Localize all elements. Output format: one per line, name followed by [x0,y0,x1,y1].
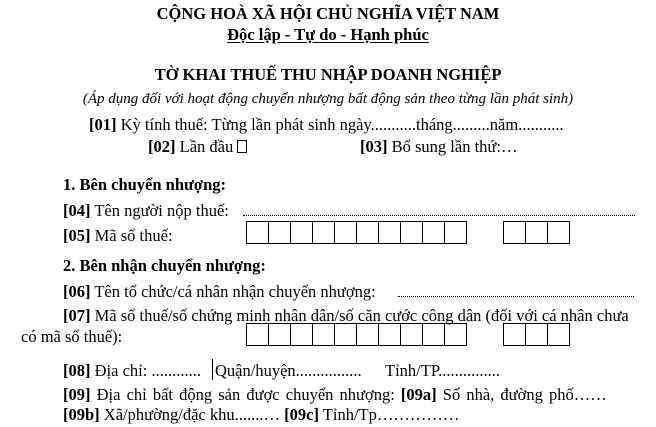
tax-code-branch-digit[interactable] [503,221,526,244]
field-08-province[interactable]: Tỉnh/TP............... [385,361,501,380]
id-number-digit[interactable] [356,323,379,346]
tax-code-branch-digit[interactable] [547,221,570,244]
id-number-digit[interactable] [246,323,269,346]
field-09-property-address [63,387,607,404]
field-04-code: [04] [63,201,91,220]
field-08-district[interactable]: Quận/huyện................ [215,361,362,380]
text-cursor [212,359,213,380]
transferee-name-input[interactable] [398,296,634,297]
id-number-digit[interactable] [334,323,357,346]
tax-code-digit[interactable] [400,221,423,244]
id-number-digit[interactable] [422,323,445,346]
tax-code-digit[interactable] [378,221,401,244]
field-03-supplement [360,139,517,156]
id-number-digit[interactable] [312,323,335,346]
field-05-tax-code [63,228,173,245]
field-06-transferee-name [63,284,376,301]
field-02-label: Lần đầu [175,137,234,156]
tax-code-digit[interactable] [290,221,313,244]
field-03-code: [03] [360,137,388,156]
field-02-first-time [148,139,247,156]
field-07-label: Mã số thuế/số chứng minh nhân dân/số căn cước công dân (đối với cá nhân chưa [90,306,629,325]
field-06-label: Tên tổ chức/cá nhân nhận chuyển nhượng: [90,282,376,301]
tax-code-digit[interactable] [444,221,467,244]
field-03-label[interactable]: Bổ sung lần thứ:… [387,137,518,156]
field-08-address [63,363,201,380]
field-06-code: [06] [63,282,91,301]
nation-heading: CỘNG HOÀ XÃ HỘI CHỦ NGHĨA VIỆT NAM [156,4,500,23]
field-01-label[interactable]: Kỳ tính thuế: Từng lần phát sinh ngày...........tháng.........năm........... [116,115,564,134]
section-2-transferee: 2. Bên nhận chuyển nhượng: [63,256,266,275]
id-number-digit[interactable] [268,323,291,346]
tax-code-digit[interactable] [356,221,379,244]
taxpayer-name-input[interactable] [243,215,635,216]
first-time-checkbox[interactable] [237,140,247,153]
field-04-label: Tên người nộp thuế: [90,201,229,220]
field-01-tax-period [89,117,564,134]
section-1-transferor: 1. Bên chuyển nhượng: [63,175,226,194]
id-number-digit[interactable] [400,323,423,346]
field-04-taxpayer-name [63,203,229,220]
field-05-code: [05] [63,226,91,245]
tax-code-branch-digit[interactable] [525,221,548,244]
tax-code-digit[interactable] [334,221,357,244]
id-number-boxes-main[interactable] [246,323,467,346]
tax-code-digit[interactable] [422,221,445,244]
field-09b-09c-row [63,407,459,424]
form-title: TỜ KHAI THUẾ THU NHẬP DOANH NGHIỆP [154,65,502,84]
field-09c-code: [09c] [284,405,319,424]
field-09a-label[interactable]: Số nhà, đường phố…… [436,385,607,404]
field-09c-label[interactable]: Tỉnh/Tp…………… [318,405,460,424]
field-07-label-continued: có mã số thuế): [21,327,123,346]
field-08-label[interactable]: Địa chỉ: ............ [90,361,201,380]
tax-code-digit[interactable] [268,221,291,244]
id-number-digit[interactable] [290,323,313,346]
tax-code-boxes-main[interactable] [246,221,467,244]
field-05-label: Mã số thuế: [90,226,173,245]
id-number-branch-digit[interactable] [503,323,526,346]
field-09-code: [09] [63,385,91,404]
tax-code-digit[interactable] [312,221,335,244]
field-09b-code: [09b] [63,405,100,424]
tax-code-boxes-branch[interactable] [503,221,570,244]
motto-wrapper [0,27,656,44]
field-09b-label[interactable]: Xã/phường/đặc khu.......… [99,405,285,424]
field-09-label: Địa chỉ bất động sản được chuyển nhượng: [90,385,401,404]
field-02-code: [02] [148,137,176,156]
form-subtitle: (Áp dụng đối với hoạt động chuyển nhượng bất động sản theo từng lần phát sinh) [82,91,574,107]
field-07-code: [07] [63,306,91,325]
motto-heading: Độc lập - Tự do - Hạnh phúc [227,25,429,44]
id-number-branch-digit[interactable] [547,323,570,346]
field-01-code: [01] [89,115,117,134]
id-number-boxes-branch[interactable] [503,323,570,346]
field-08-code: [08] [63,361,91,380]
tax-code-digit[interactable] [246,221,269,244]
id-number-digit[interactable] [444,323,467,346]
id-number-branch-digit[interactable] [525,323,548,346]
field-09a-code: [09a] [400,385,437,404]
id-number-digit[interactable] [378,323,401,346]
